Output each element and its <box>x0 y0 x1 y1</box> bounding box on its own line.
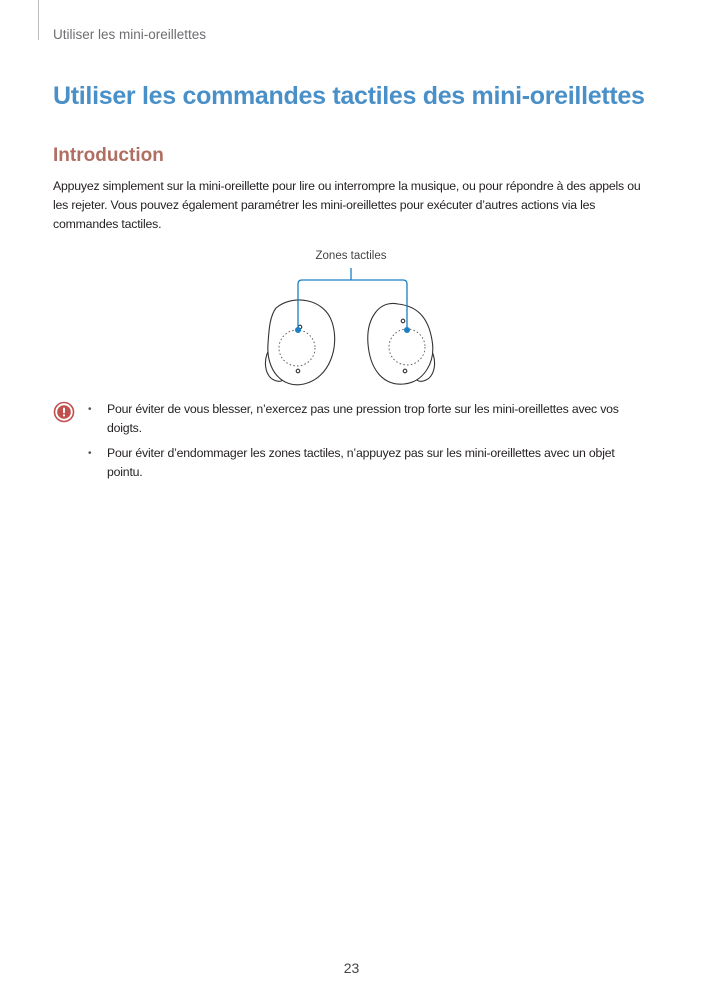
earbuds-figure <box>248 246 458 396</box>
caution-icon <box>53 401 75 423</box>
margin-rule <box>38 0 39 40</box>
left-zone-marker <box>295 327 301 333</box>
page-number: 23 <box>343 960 360 976</box>
caution-item: • Pour éviter d’endommager les zones tactiles, n’appuyez pas sur les mini-oreillettes avec un objet pointu. <box>88 444 648 482</box>
running-header: Utiliser les mini-oreillettes <box>53 27 207 42</box>
left-earbud <box>265 300 334 385</box>
right-zone-marker <box>404 327 410 333</box>
intro-paragraph: Appuyez simplement sur la mini-oreillette pour lire ou interrompre la musique, ou pour répondre à des appels ou les rejeter. Vous pouvez également paramétrer les mini-oreillettes pour exécuter d’autres actions via les commandes tactiles. <box>53 179 641 231</box>
zones-label: Zones tactiles <box>315 250 387 262</box>
page-title: Utiliser les commandes tactiles des mini-oreillettes <box>53 82 645 110</box>
caution-list <box>88 400 648 488</box>
right-earbud <box>368 303 435 384</box>
section-heading: Introduction <box>53 145 164 166</box>
caution-item: • Pour éviter de vous blesser, n’exercez pas une pression trop forte sur les mini-oreillettes avec vos doigts. <box>88 400 648 438</box>
earbuds-illustration <box>248 246 458 396</box>
